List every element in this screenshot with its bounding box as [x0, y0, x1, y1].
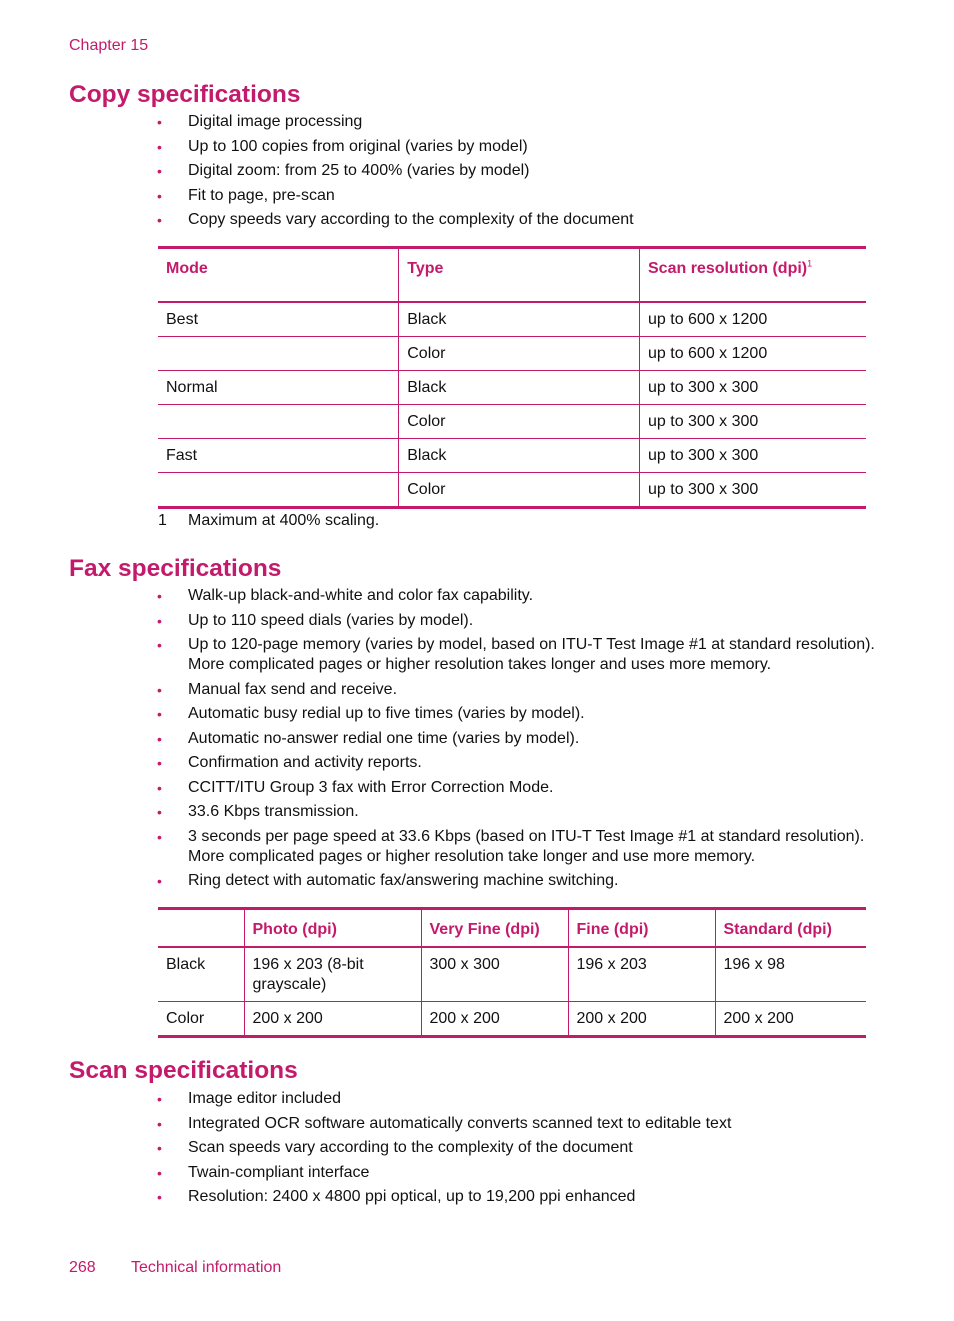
table-cell: Color	[399, 336, 640, 370]
list-item: • 33.6 Kbps transmission.	[157, 802, 877, 822]
table-cell: Best	[158, 302, 399, 337]
table-row	[158, 302, 866, 337]
table-cell: 200 x 200	[421, 1002, 568, 1037]
scan-bullet-list	[157, 1089, 877, 1212]
column-header-scan-resolution: Scan resolution (dpi)$^1$	[640, 248, 867, 302]
table-cell	[158, 404, 399, 438]
table-cell: up to 300 x 300	[640, 404, 867, 438]
table-cell	[158, 472, 399, 507]
list-item: • Automatic busy redial up to five times (varies by model).	[157, 704, 877, 724]
table-row	[158, 438, 866, 472]
copy-bullet-list	[157, 112, 877, 235]
footnote-mark: 1	[807, 258, 813, 269]
table-cell: Black	[399, 302, 640, 337]
table-cell: 200 x 200	[568, 1002, 715, 1037]
list-item: • Twain-compliant interface	[157, 1163, 877, 1183]
table-cell: up to 300 x 300	[640, 370, 867, 404]
list-item: • Scan speeds vary according to the complexity of the document	[157, 1138, 877, 1158]
chapter-label: Chapter 15	[69, 37, 149, 54]
table-cell: up to 300 x 300	[640, 438, 867, 472]
table-row	[158, 336, 866, 370]
column-header-very-fine: Very Fine (dpi)	[421, 909, 568, 948]
list-item: • Image editor included	[157, 1089, 877, 1109]
list-item: • Digital zoom: from 25 to 400% (varies by model)	[157, 161, 877, 181]
fax-bullet-list	[157, 586, 877, 896]
table-cell: Black	[399, 370, 640, 404]
footnote-text: Maximum at 400% scaling.	[188, 512, 380, 529]
table-row	[158, 472, 866, 507]
fax-resolution-table	[158, 907, 866, 1038]
table-cell: up to 600 x 1200	[640, 302, 867, 337]
table-cell: Color	[399, 404, 640, 438]
list-item: • CCITT/ITU Group 3 fax with Error Correction Mode.	[157, 778, 877, 798]
list-item: • Resolution: 2400 x 4800 ppi optical, up to 19,200 ppi enhanced	[157, 1187, 877, 1207]
table-row	[158, 370, 866, 404]
table-cell: 200 x 200	[244, 1002, 421, 1037]
column-header-mode: Mode	[158, 248, 399, 302]
list-item: • Up to 100 copies from original (varies by model)	[157, 137, 877, 157]
list-item: • Automatic no-answer redial one time (varies by model).	[157, 729, 877, 749]
table-cell: Black	[158, 947, 244, 1002]
table-cell	[158, 336, 399, 370]
table-cell: Color	[399, 472, 640, 507]
table-row	[158, 947, 866, 1002]
column-header-standard: Standard (dpi)	[715, 909, 866, 948]
list-item: • Copy speeds vary according to the complexity of the document	[157, 210, 877, 230]
table-cell: Normal	[158, 370, 399, 404]
table-cell: 200 x 200	[715, 1002, 866, 1037]
fax-specifications-heading: Fax specifications	[69, 555, 282, 582]
list-item: • 3 seconds per page speed at 33.6 Kbps (based on ITU-T Test Image #1 at standard resolution). More complicated pages or higher resolution take longer and use more memory.	[157, 827, 877, 867]
page-number: 268	[69, 1259, 96, 1276]
copy-resolution-table	[158, 246, 866, 509]
list-item: • Walk-up black-and-white and color fax capability.	[157, 586, 877, 606]
table-cell: 196 x 98	[715, 947, 866, 1002]
scan-specifications-heading: Scan specifications	[69, 1057, 298, 1084]
table-cell: Fast	[158, 438, 399, 472]
table-cell: up to 600 x 1200	[640, 336, 867, 370]
table-cell: Black	[399, 438, 640, 472]
table-cell: 196 x 203 (8-bit grayscale)	[244, 947, 421, 1002]
copy-specifications-heading: Copy specifications	[69, 81, 301, 108]
column-header-blank	[158, 909, 244, 948]
table-cell: Color	[158, 1002, 244, 1037]
list-item: • Ring detect with automatic fax/answering machine switching.	[157, 871, 877, 891]
page-footer	[69, 1258, 281, 1278]
list-item: • Up to 110 speed dials (varies by model).	[157, 611, 877, 631]
footer-section-title: Technical information	[131, 1259, 282, 1276]
table-row	[158, 1002, 866, 1037]
table-footnote	[158, 511, 379, 531]
column-header-photo: Photo (dpi)	[244, 909, 421, 948]
column-header-type: Type	[399, 248, 640, 302]
table-cell: 300 x 300	[421, 947, 568, 1002]
list-item: • Confirmation and activity reports.	[157, 753, 877, 773]
table-cell: up to 300 x 300	[640, 472, 867, 507]
table-row	[158, 404, 866, 438]
table-cell: 196 x 203	[568, 947, 715, 1002]
list-item: • Up to 120-page memory (varies by model, based on ITU-T Test Image #1 at standard resolution). More complicated pages or higher resolution takes longer and uses more memory.	[157, 635, 877, 675]
list-item: • Fit to page, pre-scan	[157, 186, 877, 206]
list-item: • Manual fax send and receive.	[157, 680, 877, 700]
column-header-fine: Fine (dpi)	[568, 909, 715, 948]
list-item: • Digital image processing	[157, 112, 877, 132]
list-item: • Integrated OCR software automatically converts scanned text to editable text	[157, 1114, 877, 1134]
footnote-number: 1	[158, 512, 167, 529]
